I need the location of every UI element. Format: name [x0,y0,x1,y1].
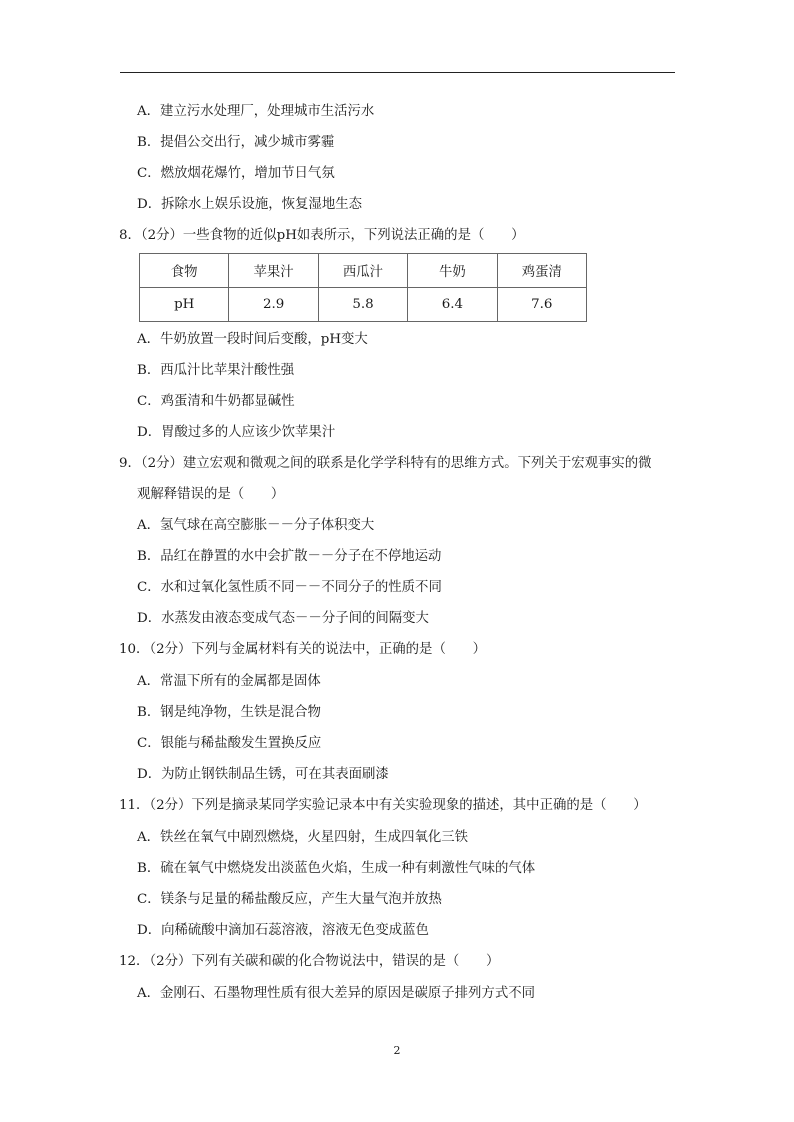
q9-option-a: A．氢气球在高空膨胀－－分子体积变大 [137,518,375,533]
q8-stem: 8．（2分）一些食物的近似pH如表所示，下列说法正确的是（ ） [119,228,525,243]
table-row [140,288,587,322]
q7-option-a: A．建立污水处理厂，处理城市生活污水 [137,104,375,119]
q12-stem: 12．（2分）下列有关碳和碳的化合物说法中，错误的是（ ） [119,954,500,969]
q7-option-c: C．燃放烟花爆竹，增加节日气氛 [137,166,335,181]
q11-option-a: A．铁丝在氧气中剧烈燃烧，火星四射，生成四氧化三铁 [137,830,469,845]
q9-option-d: D．水蒸发由液态变成气态－－分子间的间隔变大 [137,611,429,626]
q7-option-d: D．拆除水上娱乐设施，恢复湿地生态 [137,197,362,212]
table-cell: 7.6 [497,288,586,322]
table-cell: pH [140,288,229,322]
q12-option-a: A．金刚石、石墨物理性质有很大差异的原因是碳原子排列方式不同 [137,986,535,1001]
q8-option-c: C．鸡蛋清和牛奶都显碱性 [137,394,295,409]
q8-option-d: D．胃酸过多的人应该少饮苹果汁 [137,425,336,440]
q9-stem: 9．（2分）建立宏观和微观之间的联系是化学学科特有的思维方式。下列关于宏观事实的微 [119,456,652,471]
table-cell: 食物 [140,254,229,288]
q9-stem-continued: 观解释错误的是（ ） [137,487,285,502]
table-cell: 牛奶 [408,254,497,288]
q10-option-a: A．常温下所有的金属都是固体 [137,674,321,689]
table-header-row [140,254,587,288]
q8-option-b: B．西瓜汁比苹果汁酸性强 [137,363,295,378]
q10-option-b: B．钢是纯净物，生铁是混合物 [137,705,321,720]
q11-option-d: D．向稀硫酸中滴加石蕊溶液，溶液无色变成蓝色 [137,923,429,938]
header-rule [120,72,675,73]
q8-option-a: A．牛奶放置一段时间后变酸，pH变大 [137,332,368,347]
q9-option-b: B．品红在静置的水中会扩散－－分子在不停地运动 [137,549,442,564]
q10-option-c: C．银能与稀盐酸发生置换反应 [137,736,322,751]
q7-option-b: B．提倡公交出行，减少城市雾霾 [137,135,335,150]
ph-table [139,253,587,322]
q10-option-d: D．为防止钢铁制品生锈，可在其表面刷漆 [137,767,389,782]
table-cell: 6.4 [408,288,497,322]
q9-option-c: C．水和过氧化氢性质不同－－不同分子的性质不同 [137,580,442,595]
q11-stem: 11．（2分）下列是摘录某同学实验记录本中有关实验现象的描述，其中正确的是（ ） [119,798,647,813]
page-number: 2 [393,1044,401,1057]
q11-option-b: B．硫在氧气中燃烧发出淡蓝色火焰，生成一种有刺激性气味的气体 [137,861,536,876]
table-cell: 2.9 [229,288,318,322]
table-cell: 5.8 [318,288,407,322]
q11-option-c: C．镁条与足量的稀盐酸反应，产生大量气泡并放热 [137,892,442,907]
table-cell: 鸡蛋清 [497,254,586,288]
table-cell: 苹果汁 [229,254,318,288]
q10-stem: 10．（2分）下列与金属材料有关的说法中，正确的是（ ） [119,642,487,657]
table-cell: 西瓜汁 [318,254,407,288]
